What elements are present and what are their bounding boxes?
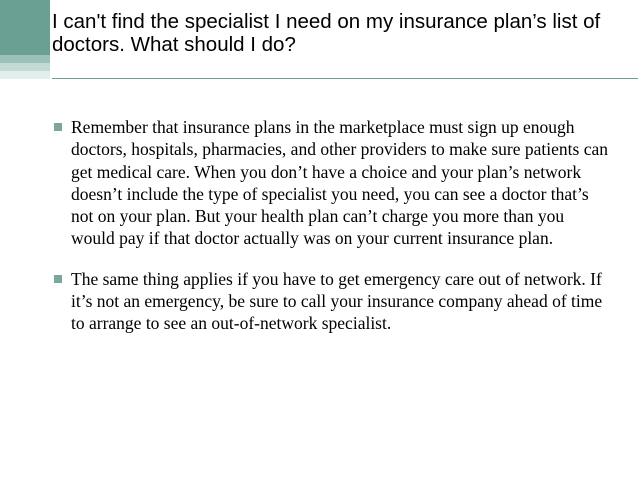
bullet-list [52,116,612,353]
bullet-item [52,116,612,250]
bullet-text: The same thing applies if you have to get emergency care out of network. If it’s not an emergency, be sure to call your insurance company ahead of time to arrange to see an out-of-network specialist. [71,268,603,334]
bullet-text: Remember that insurance plans in the marketplace must sign up enough doctors, hospitals, pharmacies, and other providers to make sure patients can get medical care. When you don’t have a choice and your plan’s network doesn’t include the type of specialist you need, you can see a doctor that’s not on your plan. But your health plan can’t charge you more than you would pay if that doctor actually was on your current insurance plan. [71,117,608,249]
accent-strip-dark [0,0,50,55]
slide-title: I can't find the specialist I need on my insurance plan’s list of doctors. What should I do? [52,10,601,56]
accent-strip-lightest [0,71,50,79]
title-divider [52,78,638,79]
bullet-item [52,268,612,335]
accent-strip-light [0,63,50,71]
square-bullet-icon [54,123,62,131]
accent-strip-medium [0,55,50,63]
square-bullet-icon [54,275,62,283]
